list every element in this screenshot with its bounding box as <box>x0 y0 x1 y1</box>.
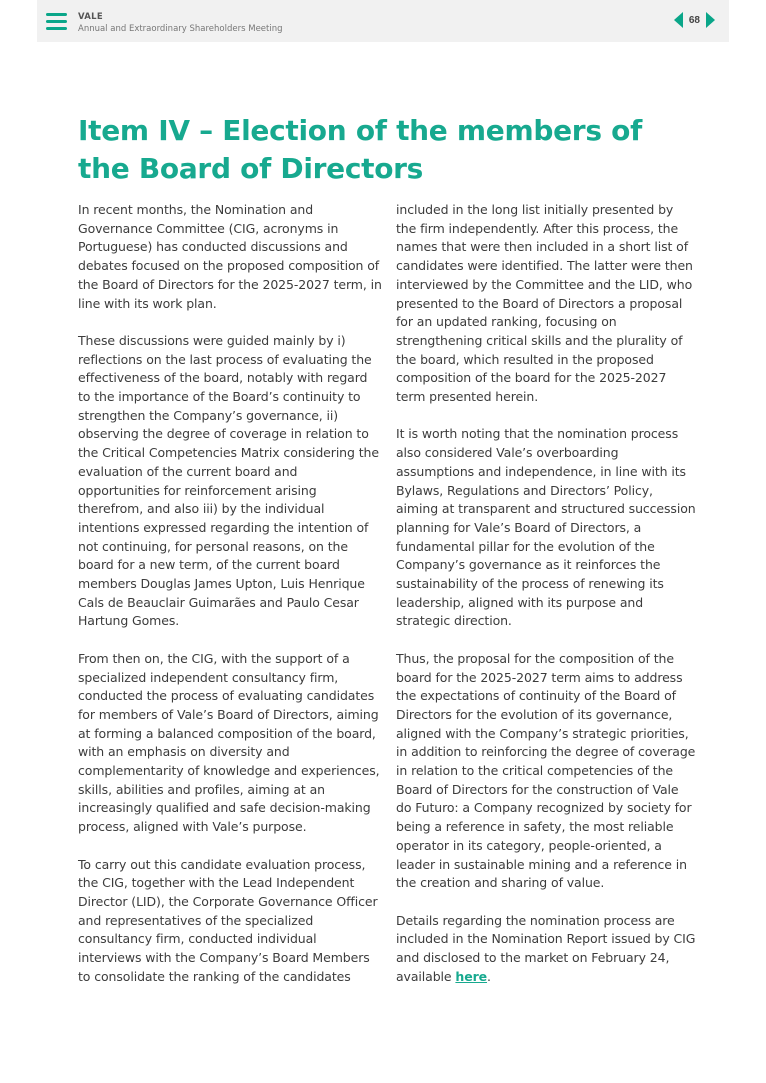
top-bar <box>37 0 729 42</box>
paragraph: In recent months, the Nomination and Governance Committee (CIG, acronyms in Portuguese) has conducted discussions and debates focused on the proposed composition of the Board of Directors for the 2025-2027 term, in line with its work plan. <box>78 202 382 311</box>
paragraph: Thus, the proposal for the composition of the board for the 2025-2027 term aims to address the expectations of continuity of the Board of Directors for the evolution of its governance, aligned with the Company’s strategic priorities, in addition to reinforcing the degree of coverage in relation to the critical competencies of the Board of Directors for the construction of Vale do Futuro: a Company recognized by society for being a reference in safety, the most reliable operator in its category, people-oriented, a leader in sustainable mining and a reference in the creation and sharing of value. <box>396 650 696 891</box>
left-column <box>78 201 382 1005</box>
paragraph: To carry out this candidate evaluation process, the CIG, together with the Lead Independent Director (LID), the Corporate Governance Officer and representatives of the specialized consultancy firm, conducted individual interviews with the Company’s Board Members to consolidate the ranking of the candidates <box>78 856 378 984</box>
closing-paragraph <box>396 912 696 987</box>
right-column <box>396 201 700 1005</box>
paragraph: included in the long list initially presented by the firm independently. After this process, the names that were then included in a short list of candidates were identified. The latter were then interviewed by the Committee and the LID, who presented to the Board of Directors a proposal for an updated ranking, focusing on strengthening critical skills and the plurality of the board, which resulted in the proposed composition of the board for the 2025-2027 term presented herein. <box>396 202 693 405</box>
closing-text: Details regarding the nomination process are included in the Nomination Report issued by CIG and disclosed to the market on February 24, available <box>396 912 696 984</box>
page-title: Item IV – Election of the members of the Board of Directors <box>78 114 642 185</box>
brand-name: VALE <box>78 12 104 22</box>
document-subtitle: Annual and Extraordinary Shareholders Meeting <box>78 24 283 34</box>
previous-page-icon[interactable] <box>674 12 683 28</box>
page-navigator <box>674 12 715 28</box>
closing-period: . <box>487 968 491 984</box>
menu-icon[interactable] <box>46 13 67 31</box>
brand <box>78 12 283 35</box>
page-number: 68 <box>688 14 700 26</box>
paragraph: These discussions were guided mainly by i) reflections on the last process of evaluating the effectiveness of the board, notably with regard to the importance of the Board’s continuity to strengthen the Company’s governance, ii) observing the degree of coverage in relation to the Critical Competencies Matrix considering the evaluation of the current board and opportunities for reinforcement arising therefrom, and also iii) by the individual intentions expressed regarding the intention of not continuing, for personal reasons, on the board for a new term, of the current board members Douglas James Upton, Luis Henrique Cals de Beauclair Guimarães and Paulo Cesar Hartung Gomes. <box>78 332 379 629</box>
paragraph: It is worth noting that the nomination process also considered Vale’s overboarding assumptions and independence, in line with its Bylaws, Regulations and Directors’ Policy, aiming at transparent and structured succession planning for Vale’s Board of Directors, a fundamental pillar for the evolution of the Company’s governance as it reinforces the sustainability of the process of renewing its leadership, aligned with its purpose and strategic direction. <box>396 426 696 629</box>
paragraph: From then on, the CIG, with the support of a specialized independent consultancy firm, conducted the process of evaluating candidates for members of Vale’s Board of Directors, aiming at forming a balanced composition of the board, with an emphasis on diversity and complementarity of knowledge and experiences, skills, abilities and profiles, aiming at an increasingly qualified and safe decision-making process, aligned with Vale’s purpose. <box>78 650 380 835</box>
here-link[interactable]: here <box>455 968 488 984</box>
next-page-icon[interactable] <box>706 12 715 28</box>
